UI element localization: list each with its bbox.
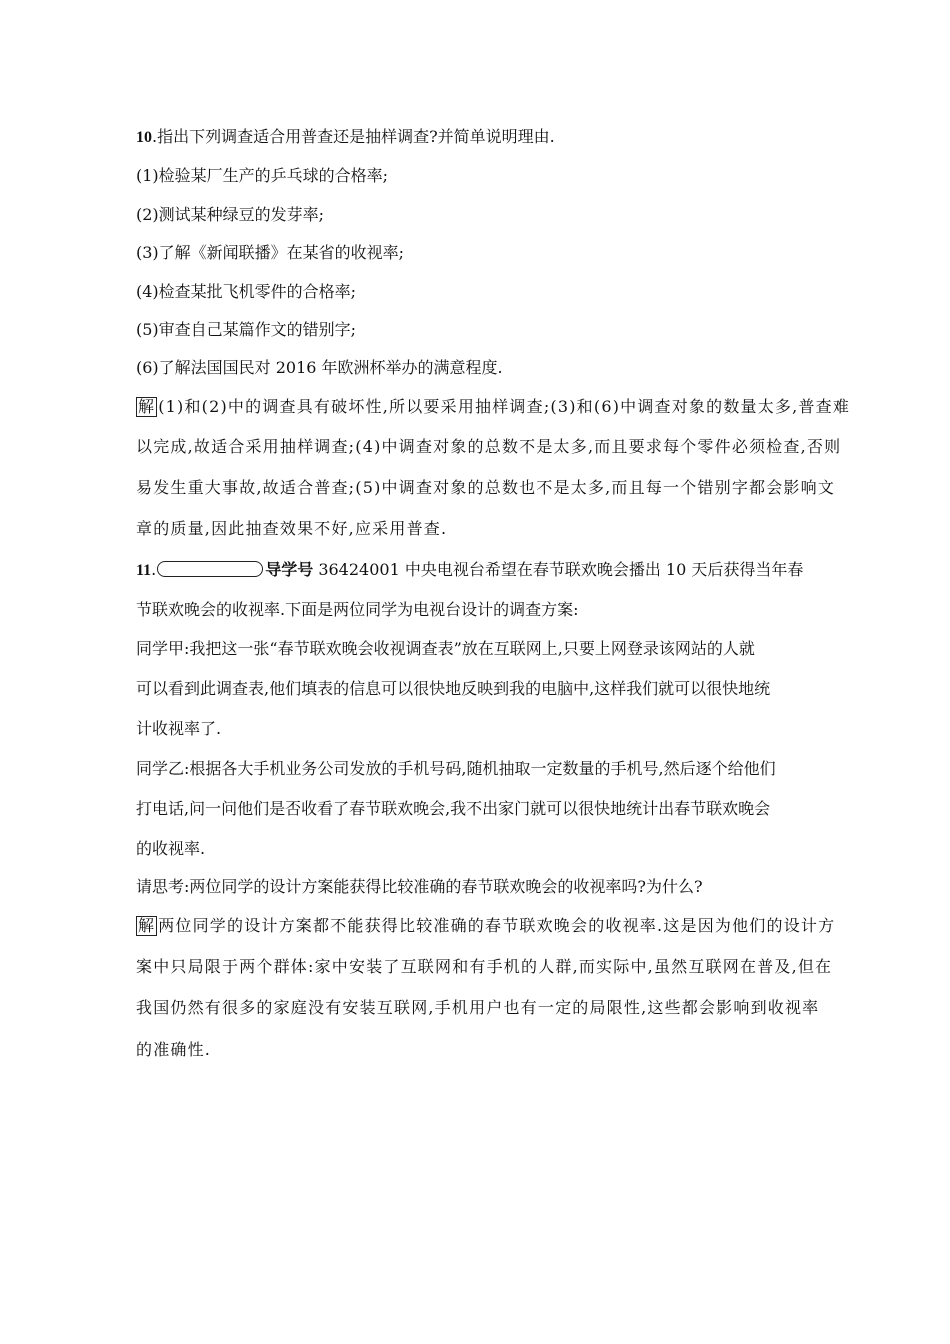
q11-guide-label: 导学号 (265, 560, 314, 579)
q11-stem-line-8: 的收视率. (136, 839, 206, 858)
q11-stem-first: 36424001 中央电视台希望在春节联欢晚会播出 10 天后获得当年春 (313, 560, 804, 579)
q10-item-1: (1)检验某厂生产的乒乓球的合格率; (136, 166, 389, 185)
q11-answer-line-2: 案中只局限于两个群体:家中安装了互联网和有手机的人群,而实际中,虽然互联网在普及,但在 (136, 957, 833, 976)
q10-number: 10 (136, 129, 152, 146)
q11-answer-line-3: 我国仍然有很多的家庭没有安装互联网,手机用户也有一定的局限性,这些都会影响到收视率 (136, 998, 820, 1017)
q10-item-2: (2)测试某种绿豆的发芽率; (136, 205, 325, 224)
q10-answer-line-4: 章的质量,因此抽查效果不好,应采用普查. (136, 519, 448, 538)
q11-blank-badge (157, 561, 263, 577)
q11-stem-line-4: 可以看到此调查表,他们填表的信息可以很快地反映到我的电脑中,这样我们就可以很快地统 (136, 679, 771, 698)
q11-stem-line-3: 同学甲:我把这一张“春节联欢晚会收视调查表”放在互联网上,只要上网登录该网站的人就 (136, 639, 755, 658)
q10-answer-line-2: 以完成,故适合采用抽样调查;(4)中调查对象的总数不是太多,而且要求每个零件必须检查,否则 (136, 437, 842, 456)
q11-answer-line-4: 的准确性. (136, 1040, 212, 1059)
q10-item-3: (3)了解《新闻联播》在某省的收视率; (136, 243, 405, 262)
q10-answer-line-3: 易发生重大事故,故适合普查;(5)中调查对象的总数也不是太多,而且每一个错别字都会影响文 (136, 478, 836, 497)
q11-answer-label: 解 (138, 916, 156, 935)
q11-answer-text-1: 两位同学的设计方案都不能获得比较准确的春节联欢晚会的收视率.这是因为他们的设计方 (158, 916, 836, 935)
q11-stem-line-6: 同学乙:根据各大手机业务公司发放的手机号码,随机抽取一定数量的手机号,然后逐个给他们 (136, 759, 776, 778)
q10-item-5: (5)审查自己某篇作文的错别字; (136, 320, 357, 339)
q10-stem (136, 127, 555, 148)
q10-answer-label: 解 (138, 397, 156, 416)
q11-number: 11 (136, 562, 152, 579)
q11-stem-line-2: 节联欢晚会的收视率.下面是两位同学为电视台设计的调查方案: (136, 600, 579, 619)
q10-item-4: (4)检查某批飞机零件的合格率; (136, 282, 357, 301)
q10-stem-text: .指出下列调查适合用普查还是抽样调查?并简单说明理由. (152, 127, 555, 146)
q11-dot: . (151, 560, 157, 579)
q10-answer-line-1 (136, 397, 850, 417)
q10-answer-text-1: (1)和(2)中的调查具有破坏性,所以要采用抽样调查;(3)和(6)中调查对象的数量太多,普查难 (158, 397, 851, 416)
q11-stem (136, 560, 803, 581)
q11-stem-line-5: 计收视率了. (136, 719, 222, 738)
q11-stem-line-9: 请思考:两位同学的设计方案能获得比较准确的春节联欢晚会的收视率吗?为什么? (136, 877, 703, 896)
q11-stem-line-7: 打电话,问一问他们是否收看了春节联欢晚会,我不出家门就可以很快地统计出春节联欢晚会 (136, 799, 771, 818)
q10-item-6: (6)了解法国国民对 2016 年欧洲杯举办的满意程度. (136, 358, 503, 377)
q11-answer-line-1 (136, 916, 835, 936)
